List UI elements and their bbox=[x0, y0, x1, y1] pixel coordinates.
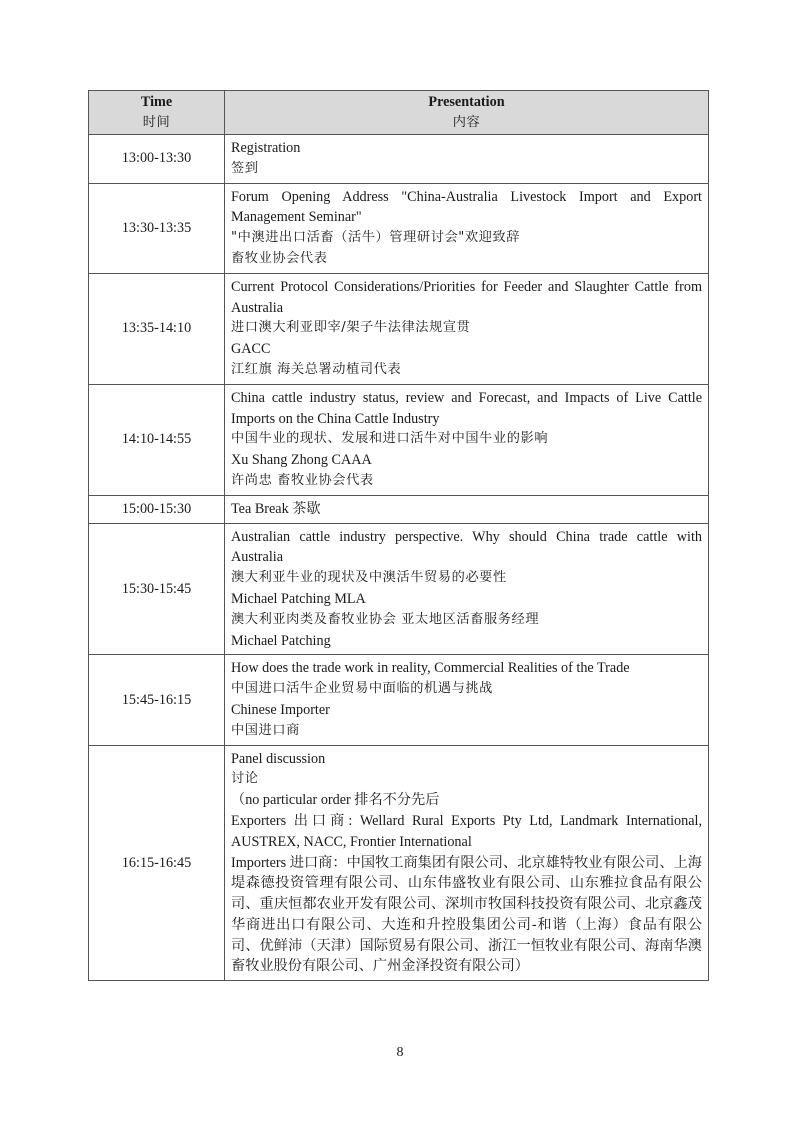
agenda-time: 13:00-13:30 bbox=[89, 135, 225, 184]
presentation-line: 中国进口商 bbox=[231, 722, 300, 738]
presentation-header-en: Presentation bbox=[428, 93, 505, 110]
agenda-time: 13:35-14:10 bbox=[89, 273, 225, 384]
presentation-line: Panel discussion bbox=[231, 750, 326, 767]
time-column-header bbox=[89, 91, 225, 135]
time-header-en: Time bbox=[140, 93, 173, 110]
presentation-line: Current Protocol Considerations/Priorities for Feeder and Slaughter Cattle from Australia bbox=[231, 278, 702, 316]
presentation-line: Forum Opening Address "China-Australia Livestock Import and Export Management Seminar" bbox=[231, 188, 702, 226]
presentation-line: How does the trade work in reality, Commercial Realities of the Trade bbox=[231, 660, 630, 677]
time-header-zh: 时间 bbox=[142, 114, 171, 130]
agenda-time: 14:10-14:55 bbox=[89, 384, 225, 495]
presentation-line: China cattle industry status, review and Forecast, and Impacts of Live Cattle Imports on the China Cattle Industry bbox=[231, 389, 702, 427]
agenda-row bbox=[89, 273, 709, 384]
presentation-line: Australian cattle industry perspective. Why should China trade cattle with Australia bbox=[231, 528, 702, 566]
presentation-line: 江红旗 海关总署动植司代表 bbox=[231, 361, 402, 377]
agenda-presentation bbox=[225, 183, 709, 273]
agenda-presentation bbox=[225, 384, 709, 495]
presentation-line: 畜牧业协会代表 bbox=[231, 250, 328, 266]
presentation-line: Importers 进口商：中国牧工商集团有限公司、北京雄特牧业有限公司、上海堤森德投资管理有限公司、山东伟盛牧业有限公司、山东雅拉食品有限公司、重庆恒都农业开发有限公司、深圳市牧国科技投资有限公司、北京鑫茂华商进出口有限公司、大连和升控股集团公司-和谐（上海）食品有限公司、优鲜沛（天津）国际贸易有限公司、浙江一恒牧业有限公司、海南华澳畜牧业股份有限公司、广州金泽投资有限公司） bbox=[231, 854, 702, 975]
agenda-presentation bbox=[225, 495, 709, 523]
presentation-column-header bbox=[225, 91, 709, 135]
agenda-presentation bbox=[225, 745, 709, 981]
agenda-presentation bbox=[225, 273, 709, 384]
agenda-row bbox=[89, 495, 709, 523]
agenda-time: 15:00-15:30 bbox=[89, 495, 225, 523]
presentation-line: Exporters 出口商: Wellard Rural Exports Pty Ltd, Landmark International, AUSTREX, NACC, Frontier International bbox=[231, 812, 702, 850]
presentation-line: 中国牛业的现状、发展和进口活牛对中国牛业的影响 bbox=[231, 431, 549, 447]
presentation-line: 签到 bbox=[231, 160, 259, 176]
presentation-line: 许尚忠 畜牧业协会代表 bbox=[231, 472, 374, 488]
presentation-line: 进口澳大利亚即宰/架子牛法律法规宣贯 bbox=[231, 320, 471, 336]
agenda-time: 15:45-16:15 bbox=[89, 655, 225, 745]
presentation-line: Chinese Importer bbox=[231, 701, 330, 718]
agenda-body bbox=[89, 135, 709, 981]
agenda-time: 13:30-13:35 bbox=[89, 183, 225, 273]
agenda-time: 15:30-15:45 bbox=[89, 523, 225, 655]
presentation-line: （no particular order 排名不分先后 bbox=[231, 792, 440, 809]
agenda-row bbox=[89, 523, 709, 655]
agenda-presentation bbox=[225, 135, 709, 184]
agenda-presentation bbox=[225, 655, 709, 745]
presentation-line: 澳大利亚牛业的现状及中澳活牛贸易的必要性 bbox=[231, 570, 507, 586]
table-header-row bbox=[89, 91, 709, 135]
agenda-table bbox=[88, 90, 709, 981]
presentation-line: Tea Break 茶歇 bbox=[231, 500, 321, 517]
presentation-line: Michael Patching MLA bbox=[231, 590, 366, 607]
presentation-line: Michael Patching bbox=[231, 632, 331, 649]
agenda-row bbox=[89, 655, 709, 745]
presentation-line: Xu Shang Zhong CAAA bbox=[231, 452, 372, 469]
agenda-presentation bbox=[225, 523, 709, 655]
page-number: 8 bbox=[396, 1045, 404, 1060]
agenda-row bbox=[89, 183, 709, 273]
presentation-line: 中国进口活牛企业贸易中面临的机遇与挑战 bbox=[231, 681, 493, 697]
agenda-time: 16:15-16:45 bbox=[89, 745, 225, 981]
agenda-row bbox=[89, 135, 709, 184]
presentation-line: 讨论 bbox=[231, 771, 259, 787]
presentation-line: 澳大利亚肉类及畜牧业协会 亚太地区活畜服务经理 bbox=[231, 611, 540, 627]
presentation-line: Registration bbox=[231, 140, 301, 156]
presentation-header-zh: 内容 bbox=[452, 114, 481, 130]
agenda-row bbox=[89, 384, 709, 495]
presentation-line: "中澳进出口活畜（活牛）管理研讨会"欢迎致辞 bbox=[231, 230, 521, 246]
agenda-row bbox=[89, 745, 709, 981]
presentation-line: GACC bbox=[231, 341, 271, 358]
